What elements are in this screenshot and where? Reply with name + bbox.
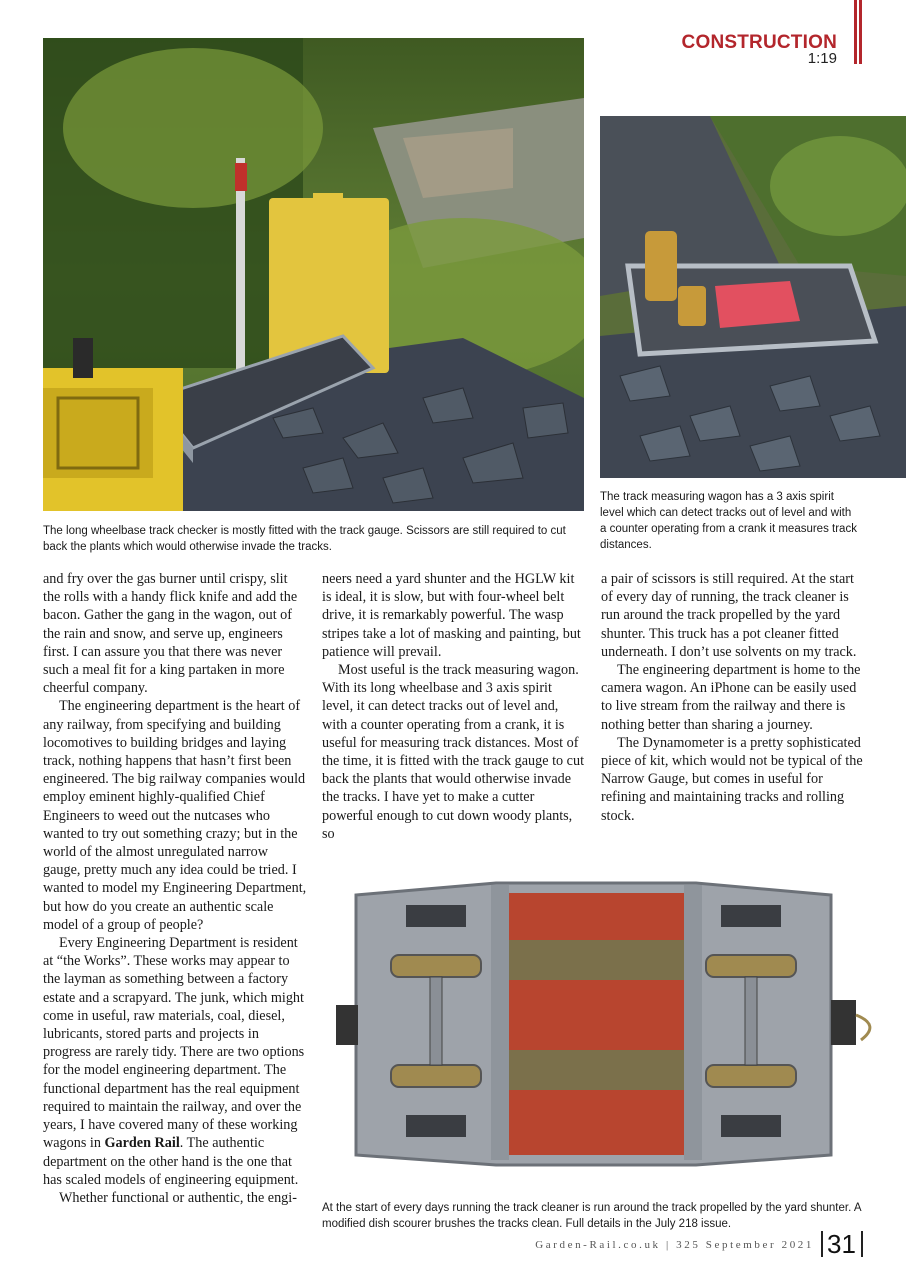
track-checker-image [43, 38, 584, 511]
article-column-1 [43, 570, 307, 1207]
section-bar-right [859, 0, 862, 64]
track-checker-caption: The long wheelbase track checker is mostly fitted with the track gauge. Scissors are still required to cut back the plants which would otherwise invade the tracks. [43, 525, 566, 553]
col3-paragraph-3: The Dynamometer is a pretty sophisticated piece of kit, which would not be typical of the Narrow Gauge, but comes in useful for refining and maintaining tracks and rolling stock. [601, 734, 863, 824]
section-bar-left [854, 0, 857, 64]
magazine-name: Garden Rail [104, 1135, 180, 1152]
col3-paragraph-2: The engineering department is home to the camera wagon. An iPhone can be easily used to live stream from the railway and there is nothing better than sharing a journey. [601, 662, 861, 733]
track-cleaner-photo [336, 875, 891, 1170]
measuring-wagon-photo [600, 116, 906, 478]
measuring-wagon-image [600, 116, 906, 478]
col2-paragraph-2: Most useful is the track measuring wagon. With its long wheelbase and 3 axis spirit level, it can detect tracks out of level and, with a counter operating from a crank, it is useful for measuring track distances. Most of the time, it is fitted with the track gauge to cut back the plants that would otherwise invade the tracks. I have yet to make a cutter powerful enough to cut down woody plants, so [322, 662, 585, 842]
col3-paragraph-1: a pair of scissors is still required. At the start of every day of running, the track cleaner is run around the track propelled by the yard shunter. This truck has a pot cleaner fitted underneath. I don’t use solvents on my track. [601, 571, 857, 660]
track-checker-photo [43, 38, 584, 511]
footer-divider-right [861, 1231, 863, 1257]
article-column-2 [322, 570, 586, 843]
section-scale: 1:19 [807, 50, 837, 67]
col1-paragraph-2: The engineering department is the heart of any railway, from specifying and building locomotives to building bridges and laying track, nothing happens that hasn’t first been engineered. The big railway companies would employ eminent highly-qualified Chief Engineers to weed out the nutcases who wanted to try out something crazy; but in the world of the almost unregulated narrow gauge, pretty much any idea could be tried. I wanted to model my Engineering Department, but how do you create an authentic scale model of a group of people? [43, 698, 307, 933]
footer-site-issue: Garden-Rail.co.uk | 325 September 2021 [535, 1239, 814, 1251]
col1-paragraph-3 [43, 934, 307, 1189]
track-cleaner-image [336, 875, 891, 1170]
col1-paragraph-1: and fry over the gas burner until crispy, slit the rolls with a handy flick knife and add the bacon. Gather the gang in the wagon, out of the rain and snow, and serve up, engineers first. I can assure you that there was never such a meal fit for a king partaken in more cheerful company. [43, 571, 298, 697]
page-number: 31 [827, 1229, 856, 1259]
track-cleaner-caption: At the start of every days running the track cleaner is run around the track propelled by the yard shunter. A modified dish scourer brushes the tracks clean. Full details in the July 218 issue. [322, 1202, 861, 1230]
col1-paragraph-4: Whether functional or authentic, the engi- [59, 1189, 297, 1206]
article-column-3 [601, 570, 865, 825]
section-title: CONSTRUCTION [681, 32, 837, 53]
measuring-wagon-caption: The track measuring wagon has a 3 axis spirit level which can detect tracks out of level and with a counter operating from a crank it measures track distances. [600, 491, 857, 551]
col2-paragraph-1: neers need a yard shunter and the HGLW kit is ideal, it is slow, but with four-wheel belt drive, it is remarkably powerful. The wasp stripes take a lot of masking and painting, but patience will prevail. [322, 571, 581, 660]
footer-divider-left [821, 1231, 823, 1257]
col1-paragraph-3-end: . The authentic department on the other hand is the one that has scaled models of engineering equipment. [43, 1135, 299, 1188]
col1-paragraph-3-text: Every Engineering Department is resident at “the Works”. These works may appear to the layman as something between a factory estate and a scrapyard. The junk, which might come in useful, raw materials, coal, diesel, lubricants, stored parts and projects in progress are rarely tidy. There are two options for the model engineering department. The functional department has the real equipment required to maintain the railway, and over the years, I have covered many of these working wagons in [43, 935, 305, 1152]
